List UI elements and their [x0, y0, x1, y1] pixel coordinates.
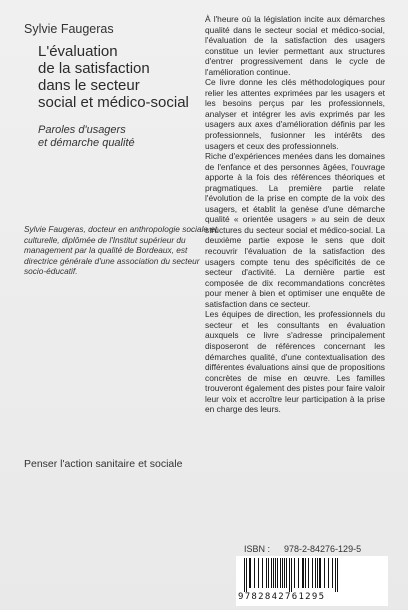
barcode-bar	[246, 558, 247, 592]
title-line: social et médico-social	[38, 94, 189, 111]
barcode-bar	[298, 558, 299, 588]
author-bio: Sylvie Faugeras, docteur en anthropologie sociale et culturelle, diplômée de l'Institut supérieur du management par la qualité de Bordeaux, est directrice générale d'une association du secteur socio-éducatif.	[24, 224, 218, 277]
barcode-bar	[280, 558, 281, 588]
barcode-bar	[302, 558, 304, 588]
barcode-bar	[294, 558, 295, 588]
book-subtitle	[38, 124, 208, 150]
barcode-bar	[258, 558, 259, 588]
barcode-bar	[273, 558, 274, 588]
barcode-bar	[249, 558, 251, 588]
barcode-bar	[266, 558, 267, 588]
barcode-bar	[317, 558, 318, 588]
barcode-bar	[289, 558, 290, 592]
barcode-bar	[328, 558, 329, 588]
blurb-paragraph: Riche d'expériences menées dans les domaines de l'enfance et des personnes âgées, l'ouvrage apporte à la fois des références théoriques et pragmatiques. La première partie relate l'évolution de la prise en compte de la voix des usagers, et établit la genèse d'une démarche qualité « orientée usagers » au sein de deux structures du secteur social et médico-social. La deuxième partie expose le sens que doit recouvrir l'évaluation de la satisfaction des usagers compte tenu des spécificités de ce secteur d'activité. La dernière partie est composée de dix recommandations concrètes pour mener à bien et optimiser une enquête de satisfaction dans ce secteur.	[205, 151, 385, 309]
barcode-bar	[332, 558, 333, 588]
barcode-bar	[308, 558, 309, 588]
barcode-bar	[337, 558, 338, 592]
isbn-label: ISBN :	[244, 544, 271, 554]
barcode-bar	[277, 558, 278, 588]
title-line: de la satisfaction	[38, 60, 150, 77]
barcode-bar	[286, 558, 287, 588]
collection-name: Penser l'action sanitaire et sociale	[24, 458, 183, 470]
barcode-bar	[254, 558, 255, 588]
blurb-paragraph: Les équipes de direction, les professionnels du secteur et les consultants en évaluation auxquels ce livre s'adresse principalement disposeront de références concernant les démarches qualité, d'une contextualisation des différentes évaluations ainsi que de propositions concrètes de mise en œuvre. Les familles trouveront également des pistes pour faire valoir leur voix et accroître leur participation à la prise en charge des leurs.	[205, 309, 385, 415]
barcode-bar	[324, 558, 325, 588]
title-line: dans le secteur	[38, 77, 140, 94]
barcode-bar	[271, 558, 272, 588]
barcode-bar	[291, 558, 292, 592]
barcode-bar	[284, 558, 285, 588]
barcode-bar	[312, 558, 313, 588]
barcode-digits: 9782842761295	[238, 592, 326, 602]
barcode-bar	[335, 558, 336, 592]
subtitle-line: Paroles d'usagers	[38, 124, 126, 136]
barcode-bar	[244, 558, 245, 592]
title-line: L'évaluation	[38, 43, 118, 60]
barcode-bar	[275, 558, 276, 588]
barcode	[236, 556, 388, 606]
barcode-bar	[262, 558, 263, 588]
blurb-paragraph: Ce livre donne les clés méthodologiques pour relier les attentes exprimées par les usagers et les besoins perçus par les professionnels, analyser et intégrer les avis exprimés par les usagers aux axes d'amélioration définis par les professionnels, fusionner les intérêts des usagers et ceux des professionnels.	[205, 77, 385, 151]
barcode-bar	[315, 558, 316, 588]
barcode-bar	[268, 558, 269, 588]
blurb-paragraph: À l'heure où la législation incite aux démarches qualité dans le secteur social et médico-social, l'évaluation de la satisfaction des usagers constitue un levier permettant aux structures d'entrer progressivement dans le cycle de l'amélioration continue.	[205, 14, 385, 77]
barcode-bars	[242, 558, 382, 592]
barcode-bar	[305, 558, 306, 588]
book-title	[38, 43, 213, 111]
isbn-number: 978-2-84276-129-5	[284, 544, 362, 554]
subtitle-line: et démarche qualité	[38, 137, 135, 149]
barcode-bar	[282, 558, 283, 588]
isbn-line	[244, 544, 375, 554]
author-name: Sylvie Faugeras	[24, 22, 114, 36]
barcode-bar	[319, 558, 321, 588]
blurb	[205, 14, 385, 415]
